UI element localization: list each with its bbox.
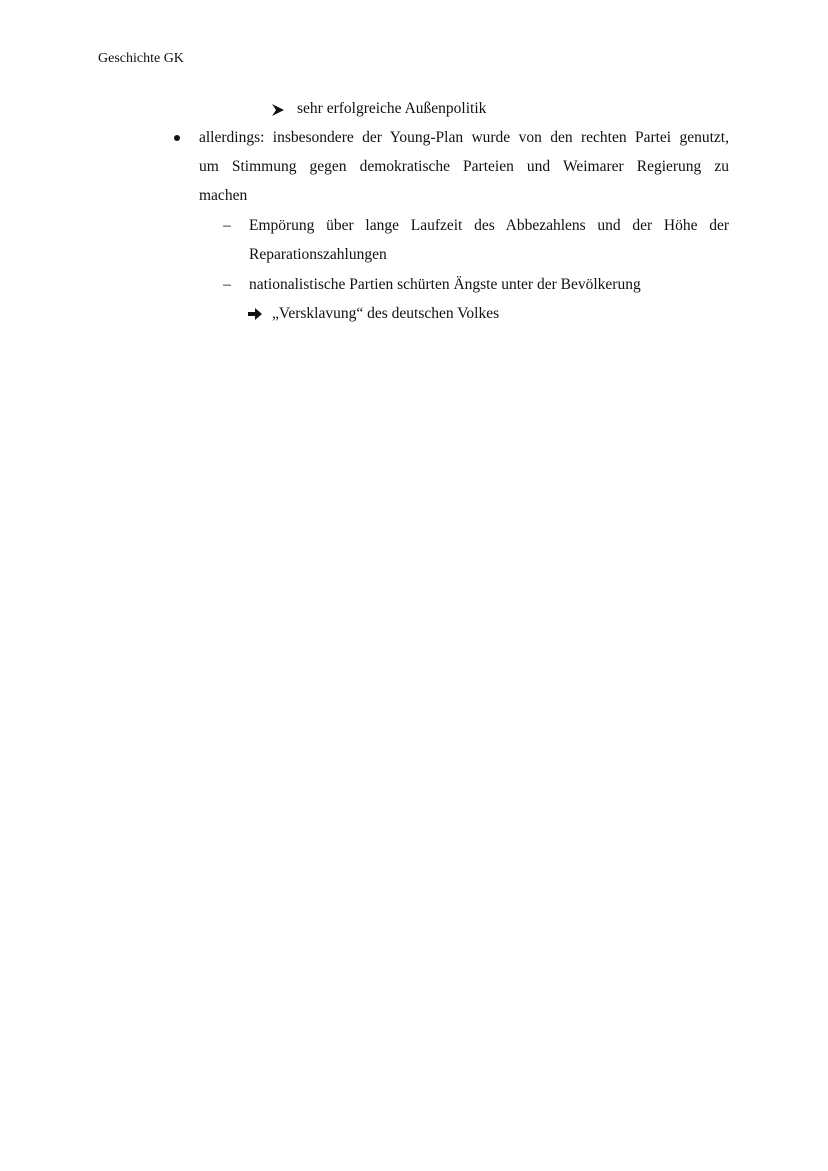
paragraph-line: um Stimmung gegen demokratische Parteien und Weimarer Regierung zu (199, 158, 729, 175)
paragraph-line: allerdings: insbesondere der Young-Plan wurde von den rechten Partei genutzt, (199, 129, 729, 146)
arrowhead-bullet-icon (270, 100, 286, 120)
page-header: Geschichte GK (98, 51, 184, 66)
list-item-text: nationalistische Partien schürten Ängste unter der Bevölkerung (249, 276, 641, 293)
bullet-icon (170, 128, 184, 148)
list-item-text: sehr erfolgreiche Außenpolitik (297, 100, 487, 117)
paragraph-line: machen (199, 187, 248, 204)
list-item-text: Empörung über lange Laufzeit des Abbezahlens und der Höhe der (249, 217, 729, 234)
list-item-text: Reparationszahlungen (249, 246, 387, 263)
right-arrow-icon (247, 304, 263, 324)
dash-bullet-icon: – (223, 217, 231, 234)
list-item-text: „Versklavung“ des deutschen Volkes (272, 305, 500, 322)
dash-bullet-icon: – (223, 276, 231, 293)
